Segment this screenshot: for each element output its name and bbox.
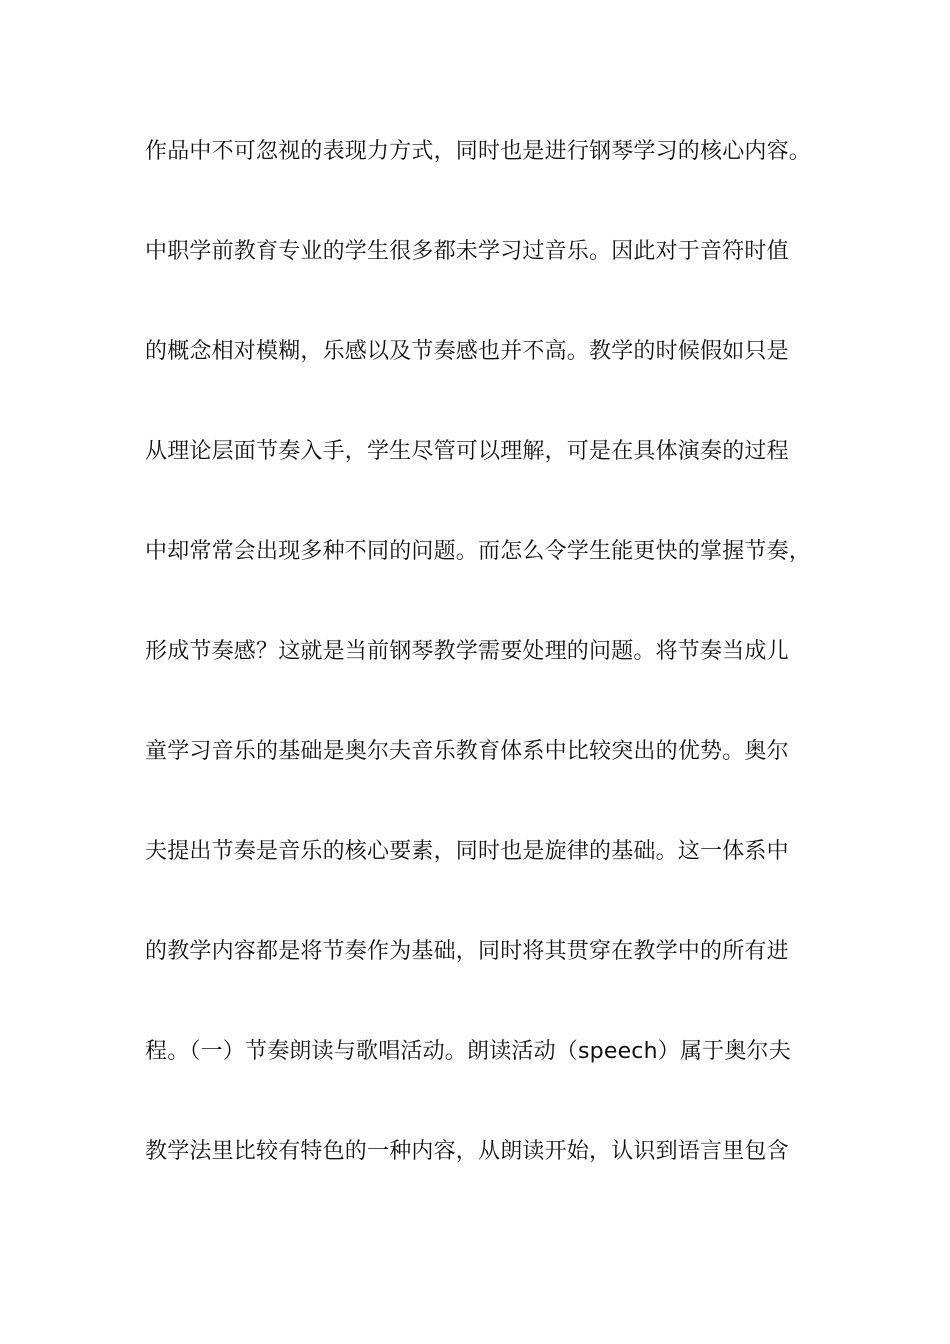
- text-line: 作品中不可忽视的表现力方式，同时也是进行钢琴学习的核心内容。: [145, 139, 812, 164]
- text-line: 的概念相对模糊，乐感以及节奏感也并不高。教学的时候假如只是: [145, 339, 789, 364]
- text-line: 童学习音乐的基础是奥尔夫音乐教育体系中比较突出的优势。奥尔: [145, 739, 789, 764]
- body-text: [145, 128, 825, 1228]
- text-line: 形成节奏感？这就是当前钢琴教学需要处理的问题。将节奏当成儿: [145, 639, 789, 664]
- text-line: 的教学内容都是将节奏作为基础，同时将其贯穿在教学中的所有进: [145, 939, 789, 964]
- text-line: 中却常常会出现多种不同的问题。而怎么令学生能更快的掌握节奏，: [145, 539, 812, 564]
- text-line: 程。（一）节奏朗读与歌唱活动。朗读活动（speech）属于奥尔夫: [145, 1039, 791, 1064]
- text-line: 夫提出节奏是音乐的核心要素，同时也是旋律的基础。这一体系中: [145, 839, 789, 864]
- text-line: 中职学前教育专业的学生很多都未学习过音乐。因此对于音符时值: [145, 239, 789, 264]
- text-line: 教学法里比较有特色的一种内容，从朗读开始，认识到语言里包含: [145, 1139, 789, 1164]
- text-line: 从理论层面节奏入手，学生尽管可以理解，可是在具体演奏的过程: [145, 439, 789, 464]
